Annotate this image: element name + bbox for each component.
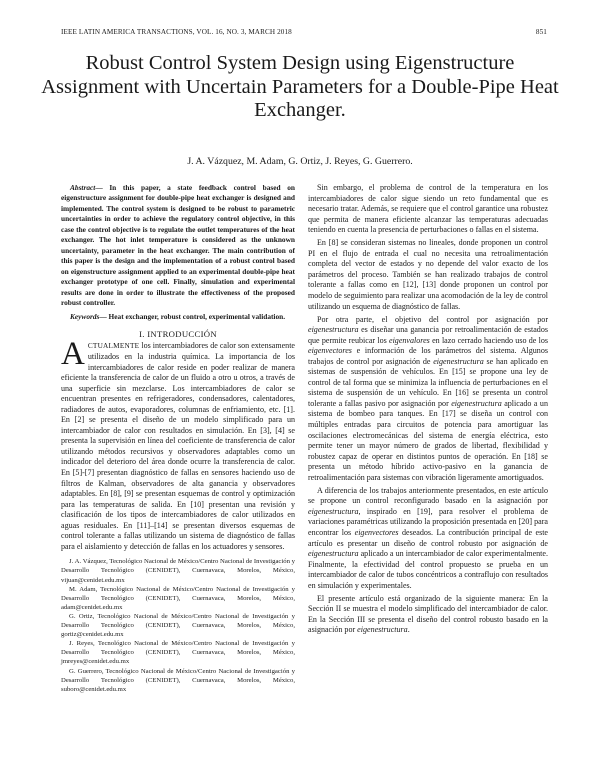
paragraph-eigenestructura-objetivo <box>308 315 548 484</box>
paragraph-organizacion <box>308 594 548 636</box>
italic-term: eigenestructura <box>357 625 408 635</box>
italic-term: eigenvectores <box>354 528 399 537</box>
author-list: J. A. Vázquez, M. Adam, G. Ortiz, J. Reyes, G. Guerrero. <box>187 156 413 167</box>
text-run: deseados. La contribución principal de este artículo es presentar un diseño de control robusto por asignación de <box>308 528 549 548</box>
journal-header: IEEE LATIN AMERICA TRANSACTIONS, VOL. 16, NO. 3, MARCH 2018 <box>61 28 292 36</box>
text-run: e información de los parámetros del sistema. Algunos trabajos de control por asignación de <box>308 346 548 366</box>
text-run: aplicado a un intercambiador de calor experimentalmente. Finalmente, la efectividad del control propuesto se prueba en un intercambiador de calor de tubos concéntricos a contraflujo con resultados en simulación y experimentales. <box>308 549 548 590</box>
paragraph-sistemas-no-lineales: En [8] se consideran sistemas no lineales, donde proponen un control PI en el flujo de entrada el cual no necesita una retroalimentación completa del vector de estados y no depende del valor exacto de los parámetros del proceso. También se han realizado trabajos de control tolerante a fallas como en [12], [13] donde proponen un control por modelo de seguimiento para realizar una acomodación de la ley de control utilizando un esquema de diagnóstico de fallas. <box>308 238 548 311</box>
text-run: se han aplicado en sistemas de suspensión de vehículos. En [15] se propone una ley de control de tal forma que se minimiza la influencia de perturbaciones en el sistema de suspensión de un vehículo. En [16] se presenta un control tolerante a fallas pasivo por asignación por <box>308 356 548 408</box>
paragraph-contribucion <box>308 486 548 591</box>
section-heading-introduccion: I. INTRODUCCIÓN <box>139 328 217 339</box>
italic-term: eigenvalores <box>389 335 430 345</box>
paper-title: Robust Control System Design using Eigenstructure Assignment with Uncertain Parameters for a Double-Pipe Heat Exchanger. <box>41 52 559 121</box>
smallcaps-lead: CTUALMENTE <box>87 341 140 351</box>
text-run: El presente artículo está organizado de la siguiente manera: En la Sección II se muestra el modelo simplificado del intercambiador de calor. En la Sección III se presenta el diseño del control robusto basado en la asignación por <box>308 593 548 635</box>
abstract <box>61 183 295 308</box>
italic-term: eigenestructura <box>308 506 359 516</box>
keywords-text: — Heat exchanger, robust control, experimental validation. <box>99 312 286 322</box>
text-run: en lazo cerrado haciendo uso de los <box>429 335 548 345</box>
footnote-guerrero: G. Guerrero, Tecnológico Nacional de México/Centro Nacional de Investigación y Desarrollo Tecnológico (CENIDET), Cuernavaca, Morelos, México, suboro@cenidet.edu.mx <box>61 667 295 693</box>
author-footnotes <box>61 557 295 693</box>
text-run: Por otra parte, el objetivo del control por asignación por <box>317 314 548 324</box>
abstract-label: Abstract <box>70 183 96 192</box>
drop-cap: A <box>61 336 85 373</box>
italic-term: eigenestructura <box>308 325 359 335</box>
running-header <box>61 28 547 40</box>
footnote-vazquez: J. A. Vázquez, Tecnológico Nacional de México/Centro Nacional de Investigación y Desarrollo Tecnológico (CENIDET), Cuernavaca, Morelos, México, vijuan@cenidet.edu.mx <box>61 558 295 584</box>
footnote-adam: M. Adam, Tecnológico Nacional de México/Centro Nacional de Investigación y Desarrollo Tecnológico (CENIDET), Cuernavaca, Morelos, México, adam@cenidet.edu.mx <box>61 585 295 611</box>
italic-term: eigenvectores <box>308 346 352 356</box>
text-run: es diseñar una ganancia por retroalimentación de estados que permite reubicar los <box>308 325 548 345</box>
italic-term: eigenestructura <box>433 356 484 366</box>
intro-paragraph <box>61 336 295 552</box>
text-run: aplicado a un sistema de bombeo para tanques. En [17] se diseña un control con múltiples entradas para circuitos de potencia para amortiguar las oscilaciones electromecánicas del sistema de energía eléctrica, esto permite tener un mayor número de grados de libertad, flexibilidad y robustez capaz de operar en distintos puntos de operación. En [18] se presenta un método híbrido activo-pasivo en la ganancia de retroalimentación para sistemas con vibración ligeramente amortiguados. <box>308 398 548 482</box>
text-run: A diferencia de los trabajos anteriormente presentados, en este artículo se propone un control reconfigurado basado en la asignación por <box>308 485 548 506</box>
page-number: 851 <box>535 28 547 36</box>
italic-term: eigenestructura <box>451 398 502 408</box>
left-column <box>61 183 295 694</box>
paragraph-sin-embargo: Sin embargo, el problema de control de la temperatura en los intercambiadores de calor sigue siendo un reto fundamental que es necesario tratar. Además, se requiere que el control garantice una robustez que permita de manera eficiente alcanzar las temperaturas adecuadas teniendo en cuenta la presencia de perturbaciones o fallas en el sistema. <box>308 183 548 235</box>
intro-paragraph-text: los intercambiadores de calor son extensamente utilizados en la industria química. La importancia de los intercambiadores de calor reside en poder realizar de manera eficiente la transferencia de calor de un fluido a otro u otros, a través de una superficie sin mezclarse. Los intercambiadores de calor se encuentran presentes en refrigeradores, condensadores, calentadores, radiadores de autos, evaporadores, columnas de enfriamiento, etc. [1]. En [2] se presenta el diseño de un modelo simplificado para un intercambiador de calor con resultados en simulación. En [3], [4] se presenta la supervisión en línea del coeficiente de transferencia de calor utilizando métodos recursivos y observadores adaptables como un indicador del deterioro del área donde ocurre la transferencia de calor. En [5]-[7] presentan diagnóstico de fallas en sensores haciendo uso de filtros de Kalman, observadores de alta ganancia y observadores adaptables. En [8], [9] se presentan esquemas de control y optimización para las temperaturas de salida. En [10] presentan una revisión y clasificación de los tipos de intercambiadores de calor utilizados en aguas residuales. En [11]–[14] se presentan diversos esquemas de control tolerante a fallas utilizando un sistema de diagnóstico de fallas para el aislamiento y detección de fallas en los actuadores y sensores. <box>61 341 295 551</box>
keywords-label: Keywords <box>70 312 100 322</box>
abstract-text: — In this paper, a state feedback control based on eigenstructure assignment for double-pipe heat exchanger is designed and implemented. The control system is designed to be robust to parametric uncertainties in order to achieve the regulatory control objective, in this case the control objective is to regulate the outlet temperatures of the heat exchanger. The hot inlet temperature is considered as the unknown uncertainty, parameter in the heat exchanger. The main contribution of this paper is the design and the implementation of a robust control based on eigenstructure assignment applied to an experimental double-pipe heat exchanger prototype of one cell. Finally, simulation and experimental results are done in order to illustrate the effectiveness of the proposed robust controller. <box>61 183 295 307</box>
footnote-reyes: J. Reyes, Tecnológico Nacional de México/Centro Nacional de Investigación y Desarrollo Tecnológico (CENIDET), Cuernavaca, Morelos, México, jmreyes@cenidet.edu.mx <box>61 640 295 666</box>
footnote-ortiz: G. Ortiz, Tecnológico Nacional de México/Centro Nacional de Investigación y Desarrollo Tecnológico (CENIDET), Cuernavaca, Morelos, México, gortiz@cenidet.edu.mx <box>61 612 295 639</box>
text-run: . <box>407 625 410 635</box>
right-column <box>308 183 548 636</box>
italic-term: eigenestructura <box>308 549 359 559</box>
text-run: , inspirado en [19], para resolver el problema de variaciones paramétricas utilizando la proposición presentada en [20] para encontrar los <box>308 506 548 537</box>
keywords <box>61 312 295 322</box>
